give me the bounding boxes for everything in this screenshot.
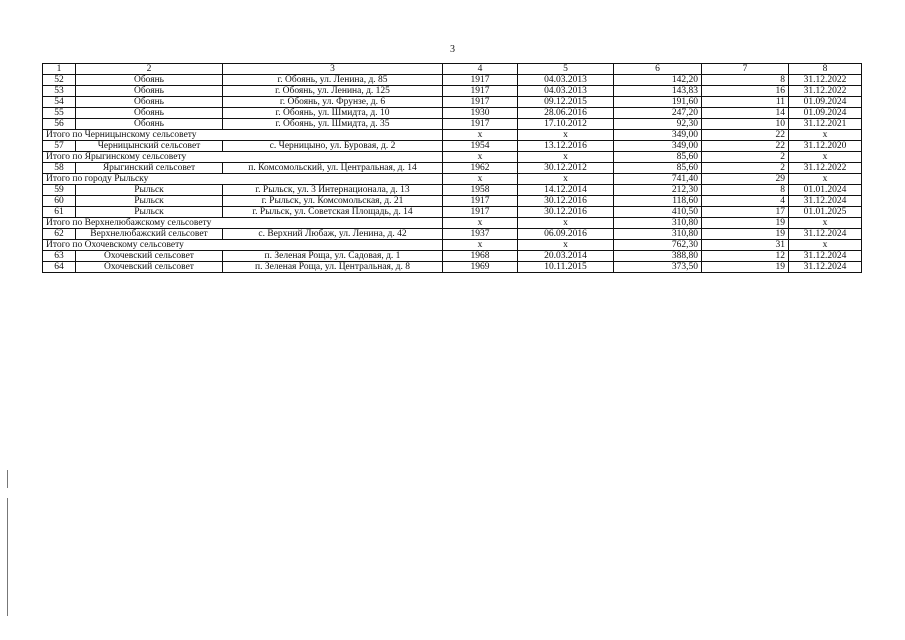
area-cell: 142,20 bbox=[614, 75, 702, 86]
date-cell: 30.12.2016 bbox=[518, 207, 614, 218]
table-row bbox=[43, 251, 862, 262]
area-cell: 310,80 bbox=[614, 229, 702, 240]
area-cell: 410,50 bbox=[614, 207, 702, 218]
end-date-cell: x bbox=[789, 174, 862, 185]
qty-cell: 31 bbox=[702, 240, 789, 251]
qty-cell: 2 bbox=[702, 163, 789, 174]
row-number-cell: 62 bbox=[43, 229, 76, 240]
year-cell: 1917 bbox=[443, 86, 518, 97]
row-number-cell: 55 bbox=[43, 108, 76, 119]
table-row bbox=[43, 196, 862, 207]
date-cell: 30.12.2012 bbox=[518, 163, 614, 174]
table-row bbox=[43, 262, 862, 273]
subtotal-row bbox=[43, 152, 862, 163]
margin-mark bbox=[7, 470, 8, 488]
table-body bbox=[43, 75, 862, 273]
address-cell: с. Верхний Любаж, ул. Ленина, д. 42 bbox=[223, 229, 443, 240]
date-cell: x bbox=[518, 240, 614, 251]
row-number-cell: 54 bbox=[43, 97, 76, 108]
column-header: 4 bbox=[443, 64, 518, 75]
table-row bbox=[43, 141, 862, 152]
settlement-cell: Обоянь bbox=[76, 75, 223, 86]
end-date-cell: 31.12.2021 bbox=[789, 119, 862, 130]
area-cell: 741,40 bbox=[614, 174, 702, 185]
table-row bbox=[43, 119, 862, 130]
settlement-cell: Обоянь bbox=[76, 86, 223, 97]
column-number-row bbox=[43, 64, 862, 75]
table-row bbox=[43, 185, 862, 196]
row-number-cell: 53 bbox=[43, 86, 76, 97]
end-date-cell: x bbox=[789, 152, 862, 163]
page-number: 3 bbox=[450, 44, 455, 55]
row-number-cell: 63 bbox=[43, 251, 76, 262]
area-cell: 349,00 bbox=[614, 130, 702, 141]
date-cell: 28.06.2016 bbox=[518, 108, 614, 119]
qty-cell: 29 bbox=[702, 174, 789, 185]
subtotal-row bbox=[43, 218, 862, 229]
date-cell: x bbox=[518, 152, 614, 163]
column-header: 3 bbox=[223, 64, 443, 75]
qty-cell: 8 bbox=[702, 185, 789, 196]
qty-cell: 16 bbox=[702, 86, 789, 97]
settlement-cell: Рыльск bbox=[76, 196, 223, 207]
end-date-cell: x bbox=[789, 130, 862, 141]
end-date-cell: 31.12.2024 bbox=[789, 251, 862, 262]
row-number-cell: 56 bbox=[43, 119, 76, 130]
area-cell: 762,30 bbox=[614, 240, 702, 251]
area-cell: 118,60 bbox=[614, 196, 702, 207]
date-cell: 10.11.2015 bbox=[518, 262, 614, 273]
subtotal-label: Итого по Верхнелюбажскому сельсовету bbox=[43, 218, 443, 229]
area-cell: 191,60 bbox=[614, 97, 702, 108]
year-cell: x bbox=[443, 152, 518, 163]
qty-cell: 12 bbox=[702, 251, 789, 262]
date-cell: 13.12.2016 bbox=[518, 141, 614, 152]
settlement-cell: Верхнелюбажский сельсовет bbox=[76, 229, 223, 240]
settlement-cell: Охочевский сельсовет bbox=[76, 251, 223, 262]
subtotal-label: Итого по Охочевскому сельсовету bbox=[43, 240, 443, 251]
year-cell: 1937 bbox=[443, 229, 518, 240]
year-cell: 1917 bbox=[443, 119, 518, 130]
subtotal-label: Итого по Черницынскому сельсовету bbox=[43, 130, 443, 141]
end-date-cell: x bbox=[789, 240, 862, 251]
year-cell: 1917 bbox=[443, 75, 518, 86]
subtotal-label: Итого по городу Рыльску bbox=[43, 174, 443, 185]
address-cell: г. Обоянь, ул. Шмидта, д. 35 bbox=[223, 119, 443, 130]
end-date-cell: 31.12.2022 bbox=[789, 163, 862, 174]
address-cell: п. Комсомольский, ул. Центральная, д. 14 bbox=[223, 163, 443, 174]
end-date-cell: x bbox=[789, 218, 862, 229]
register-table bbox=[42, 63, 862, 273]
subtotal-label: Итого по Ярыгинскому сельсовету bbox=[43, 152, 443, 163]
column-header: 1 bbox=[43, 64, 76, 75]
table-row bbox=[43, 229, 862, 240]
area-cell: 247,20 bbox=[614, 108, 702, 119]
date-cell: 04.03.2013 bbox=[518, 86, 614, 97]
settlement-cell: Черницынский сельсовет bbox=[76, 141, 223, 152]
year-cell: 1917 bbox=[443, 207, 518, 218]
year-cell: 1930 bbox=[443, 108, 518, 119]
end-date-cell: 31.12.2022 bbox=[789, 86, 862, 97]
date-cell: x bbox=[518, 130, 614, 141]
column-header: 6 bbox=[614, 64, 702, 75]
table-row bbox=[43, 163, 862, 174]
settlement-cell: Рыльск bbox=[76, 185, 223, 196]
qty-cell: 19 bbox=[702, 262, 789, 273]
end-date-cell: 01.09.2024 bbox=[789, 97, 862, 108]
settlement-cell: Обоянь bbox=[76, 108, 223, 119]
qty-cell: 22 bbox=[702, 130, 789, 141]
qty-cell: 22 bbox=[702, 141, 789, 152]
date-cell: 20.03.2014 bbox=[518, 251, 614, 262]
subtotal-row bbox=[43, 130, 862, 141]
qty-cell: 4 bbox=[702, 196, 789, 207]
year-cell: x bbox=[443, 240, 518, 251]
address-cell: г. Рыльск, ул. Советская Площадь, д. 14 bbox=[223, 207, 443, 218]
table-row bbox=[43, 108, 862, 119]
table-row bbox=[43, 75, 862, 86]
qty-cell: 19 bbox=[702, 218, 789, 229]
end-date-cell: 31.12.2022 bbox=[789, 75, 862, 86]
date-cell: 14.12.2014 bbox=[518, 185, 614, 196]
end-date-cell: 01.09.2024 bbox=[789, 108, 862, 119]
qty-cell: 2 bbox=[702, 152, 789, 163]
end-date-cell: 31.12.2024 bbox=[789, 196, 862, 207]
area-cell: 85,60 bbox=[614, 163, 702, 174]
row-number-cell: 61 bbox=[43, 207, 76, 218]
settlement-cell: Ярыгинский сельсовет bbox=[76, 163, 223, 174]
qty-cell: 11 bbox=[702, 97, 789, 108]
area-cell: 373,50 bbox=[614, 262, 702, 273]
address-cell: с. Черницыно, ул. Буровая, д. 2 bbox=[223, 141, 443, 152]
date-cell: 30.12.2016 bbox=[518, 196, 614, 207]
table-row bbox=[43, 86, 862, 97]
date-cell: x bbox=[518, 174, 614, 185]
end-date-cell: 31.12.2024 bbox=[789, 262, 862, 273]
qty-cell: 19 bbox=[702, 229, 789, 240]
area-cell: 212,30 bbox=[614, 185, 702, 196]
qty-cell: 14 bbox=[702, 108, 789, 119]
end-date-cell: 01.01.2024 bbox=[789, 185, 862, 196]
year-cell: x bbox=[443, 218, 518, 229]
year-cell: x bbox=[443, 174, 518, 185]
address-cell: г. Рыльск, ул. 3 Интернационала, д. 13 bbox=[223, 185, 443, 196]
address-cell: п. Зеленая Роща, ул. Центральная, д. 8 bbox=[223, 262, 443, 273]
settlement-cell: Охочевский сельсовет bbox=[76, 262, 223, 273]
date-cell: 04.03.2013 bbox=[518, 75, 614, 86]
date-cell: x bbox=[518, 218, 614, 229]
year-cell: 1917 bbox=[443, 97, 518, 108]
margin-mark bbox=[7, 498, 8, 616]
column-header: 5 bbox=[518, 64, 614, 75]
qty-cell: 8 bbox=[702, 75, 789, 86]
year-cell: 1962 bbox=[443, 163, 518, 174]
qty-cell: 17 bbox=[702, 207, 789, 218]
qty-cell: 10 bbox=[702, 119, 789, 130]
date-cell: 06.09.2016 bbox=[518, 229, 614, 240]
address-cell: г. Обоянь, ул. Ленина, д. 125 bbox=[223, 86, 443, 97]
settlement-cell: Рыльск bbox=[76, 207, 223, 218]
end-date-cell: 31.12.2020 bbox=[789, 141, 862, 152]
end-date-cell: 01.01.2025 bbox=[789, 207, 862, 218]
settlement-cell: Обоянь bbox=[76, 119, 223, 130]
date-cell: 09.12.2015 bbox=[518, 97, 614, 108]
area-cell: 310,80 bbox=[614, 218, 702, 229]
area-cell: 143,83 bbox=[614, 86, 702, 97]
column-header: 8 bbox=[789, 64, 862, 75]
row-number-cell: 64 bbox=[43, 262, 76, 273]
address-cell: г. Обоянь, ул. Шмидта, д. 10 bbox=[223, 108, 443, 119]
address-cell: г. Обоянь, ул. Ленина, д. 85 bbox=[223, 75, 443, 86]
table-row bbox=[43, 207, 862, 218]
settlement-cell: Обоянь bbox=[76, 97, 223, 108]
column-header: 7 bbox=[702, 64, 789, 75]
year-cell: 1958 bbox=[443, 185, 518, 196]
address-cell: г. Обоянь, ул. Фрунзе, д. 6 bbox=[223, 97, 443, 108]
area-cell: 92,30 bbox=[614, 119, 702, 130]
area-cell: 349,00 bbox=[614, 141, 702, 152]
year-cell: x bbox=[443, 130, 518, 141]
year-cell: 1917 bbox=[443, 196, 518, 207]
row-number-cell: 58 bbox=[43, 163, 76, 174]
table-row bbox=[43, 97, 862, 108]
year-cell: 1954 bbox=[443, 141, 518, 152]
address-cell: г. Рыльск, ул. Комсомольская, д. 21 bbox=[223, 196, 443, 207]
subtotal-row bbox=[43, 174, 862, 185]
subtotal-row bbox=[43, 240, 862, 251]
row-number-cell: 60 bbox=[43, 196, 76, 207]
date-cell: 17.10.2012 bbox=[518, 119, 614, 130]
year-cell: 1969 bbox=[443, 262, 518, 273]
year-cell: 1968 bbox=[443, 251, 518, 262]
area-cell: 388,80 bbox=[614, 251, 702, 262]
column-header: 2 bbox=[76, 64, 223, 75]
row-number-cell: 52 bbox=[43, 75, 76, 86]
area-cell: 85,60 bbox=[614, 152, 702, 163]
end-date-cell: 31.12.2024 bbox=[789, 229, 862, 240]
row-number-cell: 59 bbox=[43, 185, 76, 196]
address-cell: п. Зеленая Роща, ул. Садовая, д. 1 bbox=[223, 251, 443, 262]
row-number-cell: 57 bbox=[43, 141, 76, 152]
